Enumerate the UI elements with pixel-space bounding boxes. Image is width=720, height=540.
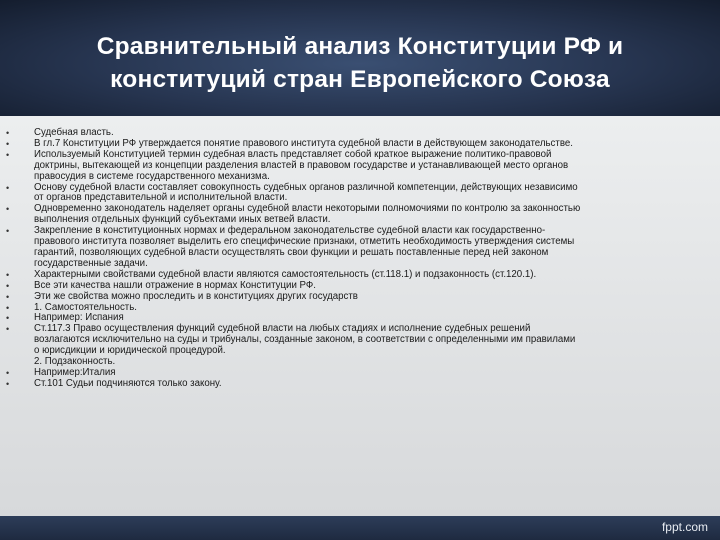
slide-footer: [0, 516, 720, 540]
list-item: • Характерными свойствами судебной власти являются самостоятельность (ст.118.1) и подзаконность (ст.120.1).: [6, 268, 537, 280]
list-item: • Используемый Конституцией термин судебная власть представляет собой краткое выражение политико-правовой доктрины, вытекающей из концепции разделения властей в правовом государстве и устанавливающей место органов правосудия в системе государственного механизма.: [6, 148, 569, 182]
list-item: • Эти же свойства можно проследить и в конституциях других государств: [6, 290, 358, 302]
bullet-icon: •: [6, 367, 10, 378]
list-item: • Ст.101 Судьи подчиняются только закону.: [6, 377, 222, 389]
list-item: • Одновременно законодатель наделяет органы судебной власти некоторыми полномочиями по контролю за законностью выполнения отдельных функций субъектами иных ветвей власти.: [6, 203, 581, 226]
brand-label: fppt.com: [661, 520, 708, 534]
bullet-icon: •: [6, 313, 10, 324]
bullet-icon: •: [6, 291, 10, 302]
list-item: • Например: Испания: [6, 312, 124, 324]
bullet-icon: •: [6, 378, 10, 389]
bullet-icon: •: [6, 280, 10, 291]
list-item: • Ст.117.3 Право осуществления функций судебной власти на любых стадиях и исполнение судебных решений возлагаются исключительно на суды и трибуналы, созданные законом, в соответствии с определенными им правилами о юрисдикции и юридической процедурой. 2. Подзаконность.: [6, 323, 576, 368]
bullet-icon: •: [6, 204, 10, 215]
slide-title: Сравнительный анализ Конституции РФ и конституций стран Европейского Союза: [96, 33, 624, 93]
bullet-icon: •: [6, 324, 10, 335]
bullet-icon: •: [6, 149, 10, 160]
list-item: • Закрепление в конституционных нормах и федеральном законодательстве судебной власти как государственно- правового института позволяет выделить его специфические признаки, отметить необходимость утверждения системы гарантий, позволяющих судебной власти осуществлять свои функции и решать поставленные перед ней законом государственные задачи.: [6, 225, 575, 269]
bullet-icon: •: [6, 182, 10, 193]
list-item: • В гл.7 Конституции РФ утверждается понятие правового института судебной власти в действующем законодательстве.: [6, 137, 573, 149]
list-item: • Все эти качества нашли отражение в нормах Конституции РФ.: [6, 279, 316, 291]
list-item: • 1. Самостоятельность.: [6, 301, 137, 313]
list-item: • Судебная власть.: [6, 127, 114, 138]
bullet-icon: •: [6, 269, 10, 280]
bullet-icon: •: [6, 226, 10, 237]
slide-header: [0, 0, 720, 116]
list-item: • Например:Италия: [6, 366, 116, 378]
bullet-icon: •: [6, 302, 10, 313]
bullet-icon: •: [6, 128, 10, 138]
list-item: • Основу судебной власти составляет совокупность судебных органов различной компетенции, действующих независимо от органов представительной и исполнительной власти.: [6, 181, 578, 204]
bullet-icon: •: [6, 138, 10, 149]
content-panel: [0, 116, 720, 516]
bullet-list: [0, 128, 712, 390]
